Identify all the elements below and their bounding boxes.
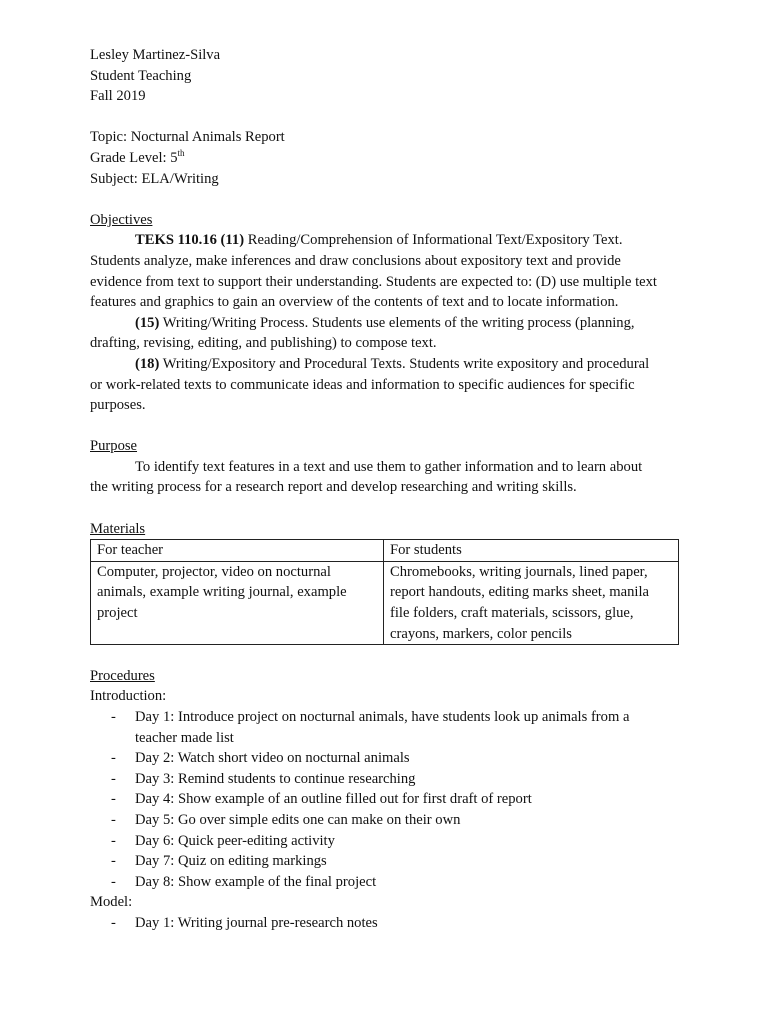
introduction-list — [90, 707, 680, 892]
dash-bullet: - — [111, 709, 116, 725]
grade-superscript: th — [177, 148, 185, 159]
item-line: Day 8: Show example of the final project — [135, 873, 377, 890]
objective-3-title: Writing/Expository and Procedural Texts. Students write expository and procedural — [159, 355, 650, 372]
purpose-heading: Purpose — [90, 438, 138, 455]
purpose-line: the writing process for a research report and develop researching and writing skills. — [90, 479, 577, 496]
objective-3-first-line — [90, 354, 680, 375]
objective-2-line: drafting, revising, editing, and publishing) to compose text. — [90, 335, 437, 352]
procedures-heading: Procedures — [90, 667, 155, 684]
item-line: teacher made list — [135, 729, 234, 746]
item-line: Day 3: Remind students to continue researching — [135, 770, 416, 787]
grade-line — [90, 148, 680, 169]
item-line: Day 6: Quick peer-editing activity — [135, 832, 335, 849]
table-header-row — [91, 540, 679, 562]
item-line: Day 4: Show example of an outline filled out for first draft of report — [135, 791, 532, 808]
list-item — [90, 769, 680, 790]
list-item — [90, 851, 680, 872]
item-line: Day 2: Watch short video on nocturnal animals — [135, 750, 410, 767]
objective-1-line: evidence from text to support their understanding. Students are expected to: (D) use multiple text — [90, 273, 657, 290]
topic-line: Topic: Nocturnal Animals Report — [90, 129, 285, 146]
teacher-materials-cell — [91, 561, 384, 644]
item-line: Day 5: Go over simple edits one can make on their own — [135, 811, 461, 828]
cell-line: animals, example writing journal, example — [97, 584, 347, 601]
item-line: Day 7: Quiz on editing markings — [135, 853, 327, 870]
objective-1-title: Reading/Comprehension of Informational Text/Expository Text. — [244, 232, 623, 249]
materials-table — [90, 539, 679, 645]
dash-bullet: - — [111, 832, 116, 849]
introduction-label: Introduction: — [90, 688, 167, 705]
model-list — [90, 913, 680, 934]
list-item — [90, 810, 680, 831]
objective-1-first-line — [90, 230, 680, 251]
item-line: Day 1: Writing journal pre-research notes — [135, 914, 378, 931]
objective-1-line: Students analyze, make inferences and draw conclusions about expository text and provide — [90, 252, 621, 269]
dash-bullet: - — [111, 770, 116, 787]
dash-bullet: - — [111, 791, 116, 808]
students-column-header: For students — [384, 540, 679, 562]
list-item — [90, 831, 680, 852]
student-materials-cell — [384, 561, 679, 644]
item-line: Day 1: Introduce project on nocturnal animals, have students look up animals from a — [135, 709, 630, 725]
table-row — [91, 561, 679, 644]
cell-line: Chromebooks, writing journals, lined paper, — [390, 563, 648, 580]
objective-2-first-line — [90, 313, 680, 334]
objective-3-code: (18) — [135, 355, 160, 372]
lesson-plan — [90, 45, 680, 934]
objective-3-line: purposes. — [90, 397, 146, 414]
dash-bullet: - — [111, 853, 116, 870]
list-item — [90, 789, 680, 810]
dash-bullet: - — [111, 914, 116, 931]
model-label: Model: — [90, 894, 133, 911]
cell-line: Computer, projector, video on nocturnal — [97, 563, 331, 580]
author-name: Lesley Martinez-Silva — [90, 47, 221, 63]
cell-line: file folders, craft materials, scissors, glue, — [390, 605, 634, 622]
list-item — [90, 748, 680, 769]
dash-bullet: - — [111, 873, 116, 890]
list-item — [90, 913, 680, 934]
course-name: Student Teaching — [90, 67, 192, 84]
materials-heading: Materials — [90, 520, 146, 537]
dash-bullet: - — [111, 811, 116, 828]
cell-line: crayons, markers, color pencils — [390, 625, 572, 642]
objective-3-line: or work-related texts to communicate ideas and information to specific audiences for specific — [90, 376, 635, 393]
purpose-first-line: To identify text features in a text and use them to gather information and to learn about — [135, 458, 643, 475]
objective-1-line: features and graphics to gain an overview of the contents of text and to locate information. — [90, 294, 619, 311]
dash-bullet: - — [111, 750, 116, 767]
grade-text: Grade Level: 5 — [90, 149, 178, 166]
term: Fall 2019 — [90, 88, 146, 105]
objective-2-code: (15) — [135, 314, 160, 331]
objective-2-title: Writing/Writing Process. Students use elements of the writing process (planning, — [159, 314, 635, 331]
subject-line: Subject: ELA/Writing — [90, 170, 219, 187]
list-item — [90, 872, 680, 893]
teacher-column-header: For teacher — [91, 540, 384, 562]
objectives-heading: Objectives — [90, 211, 153, 228]
cell-line: report handouts, editing marks sheet, manila — [390, 584, 649, 601]
list-item — [90, 707, 680, 748]
objective-1-code: TEKS 110.16 (11) — [135, 232, 245, 249]
cell-line: project — [97, 605, 138, 622]
